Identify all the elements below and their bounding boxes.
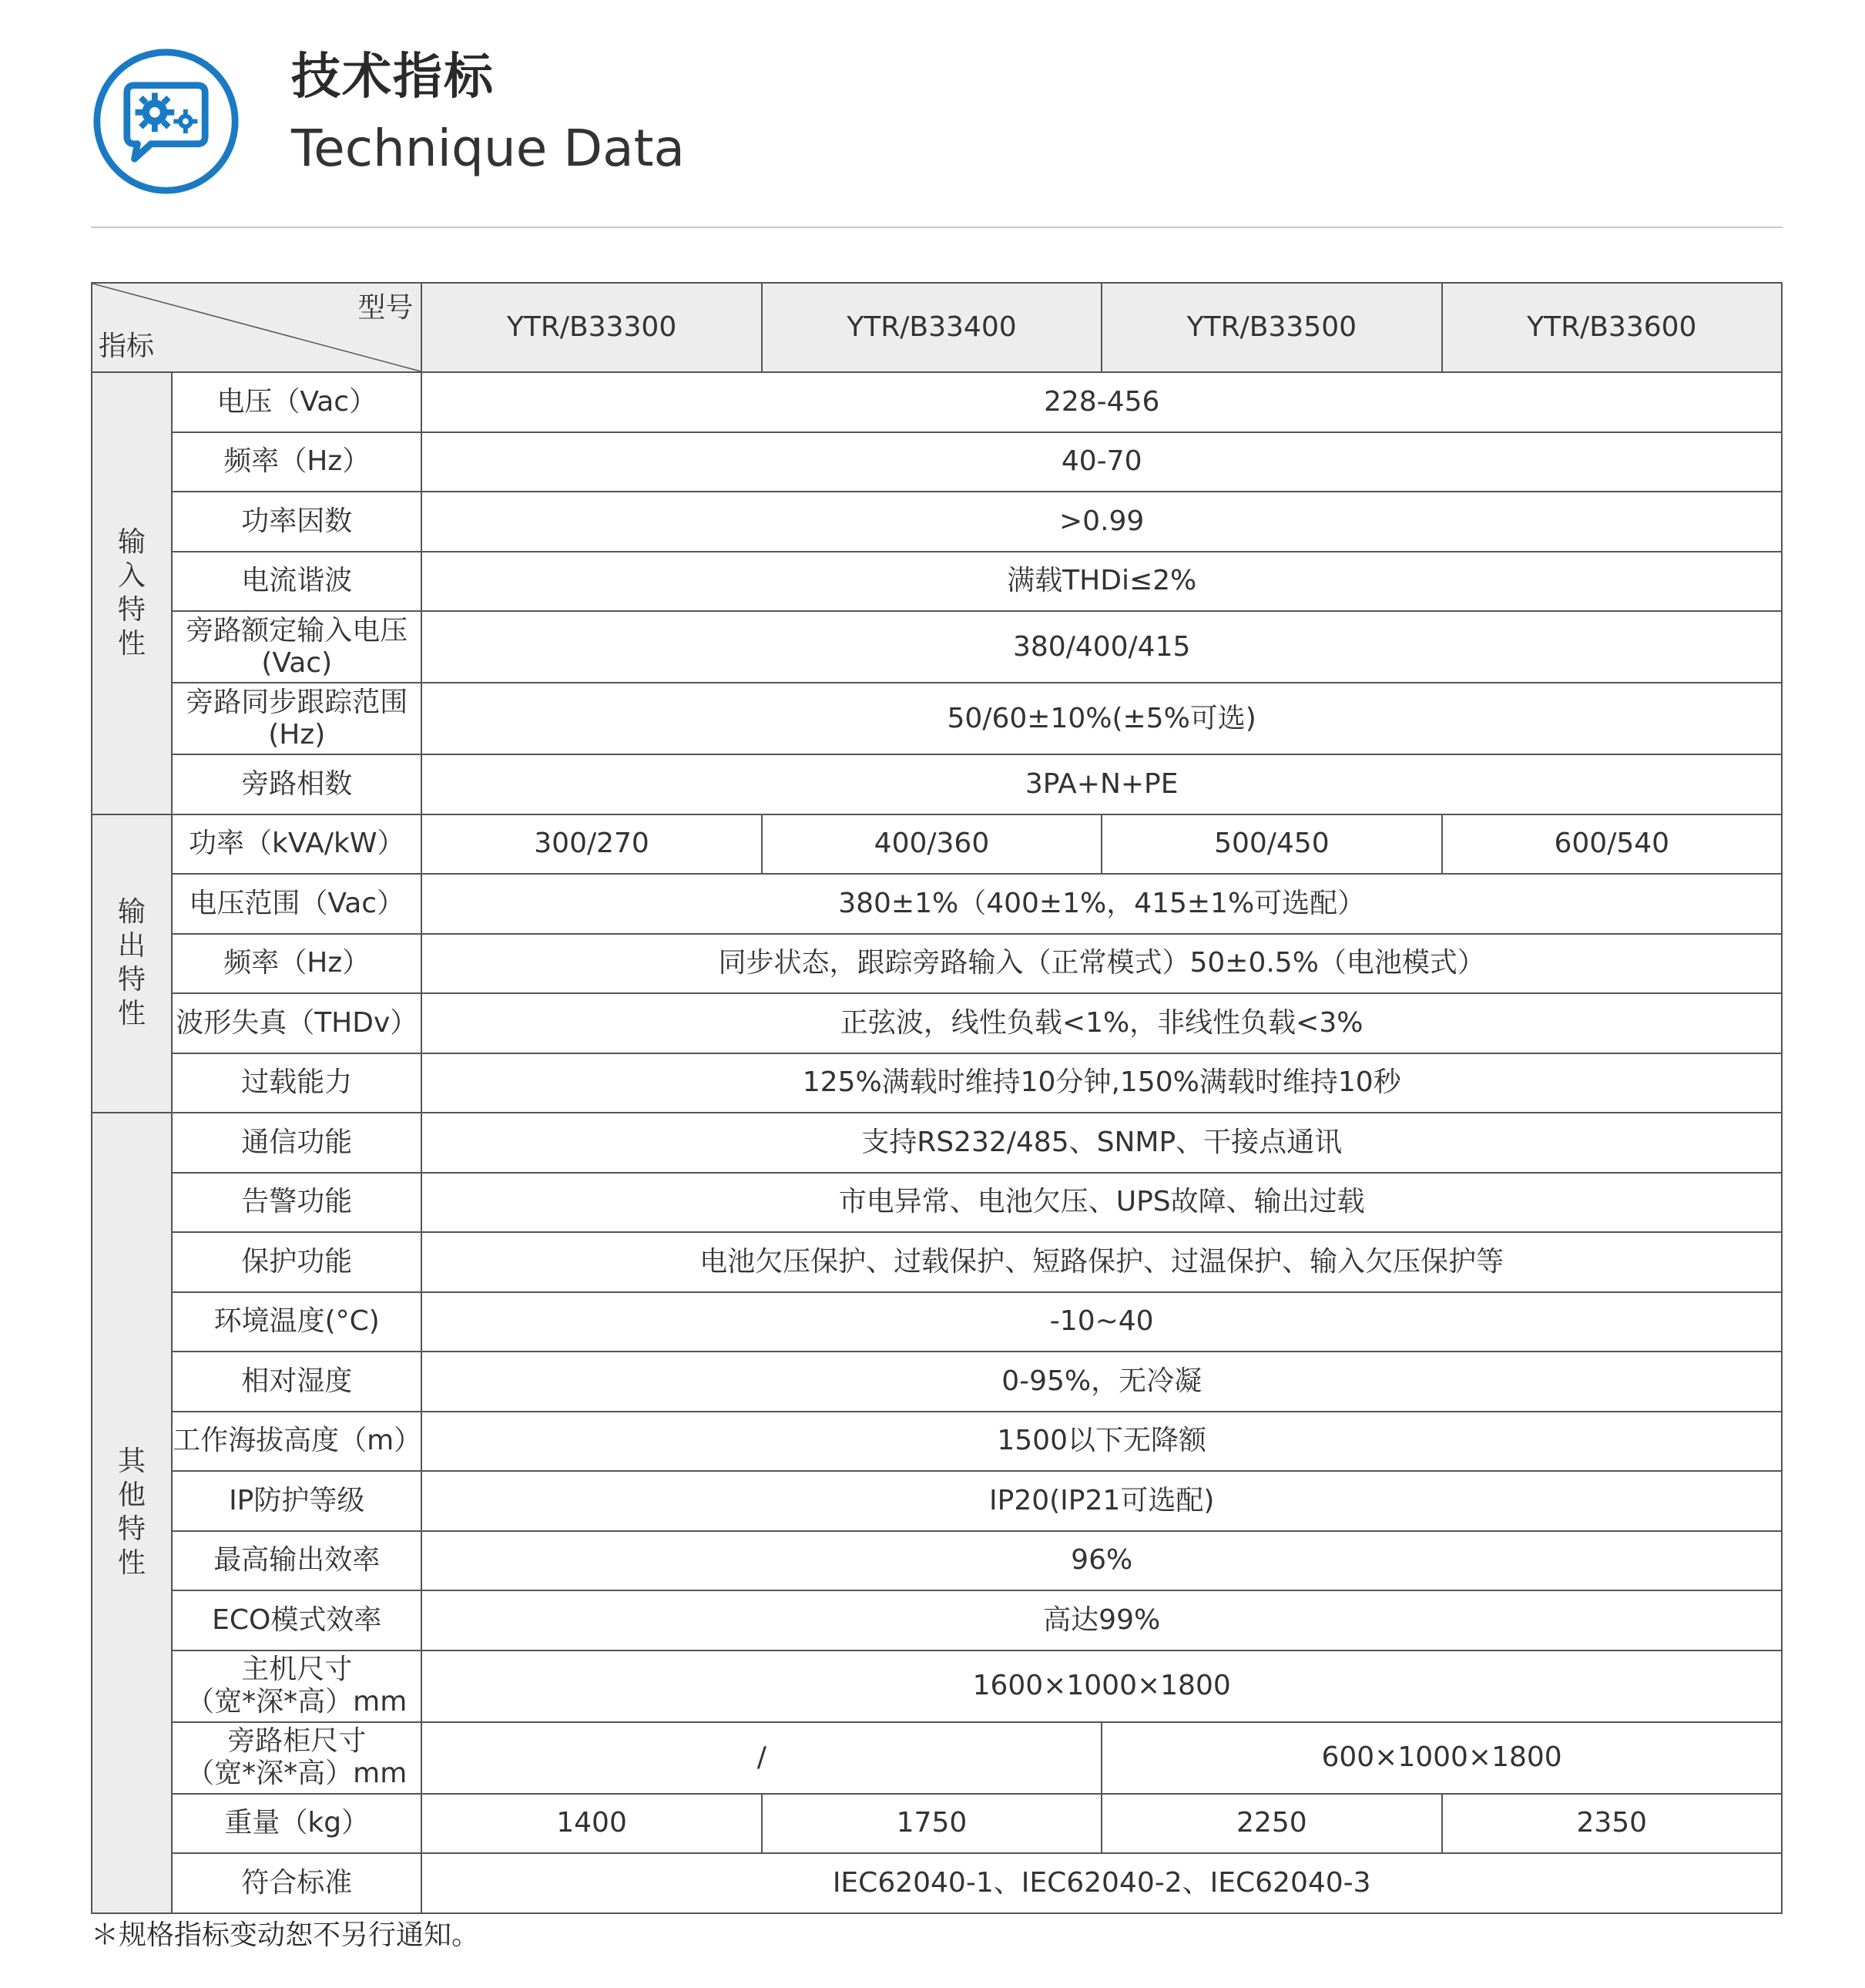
row-value: IP20(IP21可选配)	[421, 1471, 1782, 1531]
table-row	[92, 1113, 1782, 1173]
row-value: 300/270	[421, 814, 761, 875]
row-label: 最高输出效率	[172, 1531, 421, 1591]
table-row	[92, 1651, 1782, 1722]
row-value: 125%满载时维持10分钟,150%满载时维持10秒	[421, 1053, 1782, 1113]
row-label: 频率（Hz）	[172, 934, 421, 994]
header-divider	[91, 227, 1783, 228]
row-value: 40-70	[421, 432, 1782, 492]
row-label: 主机尺寸 （宽*深*高）mm	[172, 1651, 421, 1722]
row-label: 旁路相数	[172, 754, 421, 814]
row-label: 电压（Vac）	[172, 372, 421, 432]
row-value: 500/450	[1102, 814, 1441, 875]
table-row	[92, 372, 1782, 432]
corner-model-label: 型号	[357, 292, 414, 324]
row-label: 旁路额定输入电压 (Vac)	[172, 611, 421, 683]
row-value: 同步状态，跟踪旁路输入（正常模式）50±0.5%（电池模式）	[421, 934, 1782, 994]
table-row	[92, 683, 1782, 754]
row-value: 1400	[421, 1794, 761, 1854]
table-row	[92, 1292, 1782, 1352]
row-value: IEC62040-1、IEC62040-2、IEC62040-3	[421, 1853, 1782, 1913]
row-value: 高达99%	[421, 1590, 1782, 1651]
row-value: 228-456	[421, 372, 1782, 432]
row-value: 600/540	[1442, 814, 1782, 875]
row-value: /	[421, 1722, 1102, 1794]
table-row	[92, 754, 1782, 814]
table-row	[92, 1722, 1782, 1794]
row-value: 600×1000×1800	[1102, 1722, 1782, 1794]
row-value: 正弦波，线性负载<1%，非线性负载<3%	[421, 993, 1782, 1053]
row-value: 0-95%，无冷凝	[421, 1352, 1782, 1412]
row-label: 重量（kg）	[172, 1794, 421, 1854]
table-row	[92, 1232, 1782, 1292]
page-subtitle: Technique Data	[291, 119, 685, 178]
row-value: 380/400/415	[421, 611, 1782, 683]
table-row	[92, 934, 1782, 994]
table-row	[92, 492, 1782, 552]
table-row	[92, 611, 1782, 683]
row-value: 400/360	[762, 814, 1102, 875]
row-label: 保护功能	[172, 1232, 421, 1292]
row-value: 市电异常、电池欠压、UPS故障、输出过载	[421, 1173, 1782, 1233]
table-row	[92, 1853, 1782, 1913]
group-input-label: 输入特性	[92, 372, 172, 814]
spec-table	[91, 282, 1783, 1914]
row-label: 频率（Hz）	[172, 432, 421, 492]
table-row	[92, 1531, 1782, 1591]
row-label: IP防护等级	[172, 1471, 421, 1531]
row-value: 96%	[421, 1531, 1782, 1591]
table-row	[92, 432, 1782, 492]
row-value: 满载THDi≤2%	[421, 552, 1782, 612]
row-label: 告警功能	[172, 1173, 421, 1233]
table-row	[92, 814, 1782, 875]
model-header: YTR/B33300	[421, 283, 761, 372]
footnote: ＊规格指标变动恕不另行通知。	[91, 1919, 480, 1951]
table-row	[92, 874, 1782, 934]
table-row	[92, 1173, 1782, 1233]
table-row	[92, 1471, 1782, 1531]
row-label: 功率（kVA/kW）	[172, 814, 421, 875]
row-value: 支持RS232/485、SNMP、干接点通讯	[421, 1113, 1782, 1173]
table-row	[92, 1053, 1782, 1113]
group-other-label: 其他特性	[92, 1113, 172, 1913]
page-title: 技术指标	[291, 49, 495, 106]
table-row	[92, 1352, 1782, 1412]
model-header: YTR/B33500	[1102, 283, 1441, 372]
table-header-row	[92, 283, 1782, 372]
row-label: 相对湿度	[172, 1352, 421, 1412]
model-header: YTR/B33600	[1442, 283, 1782, 372]
row-value: >0.99	[421, 492, 1782, 552]
row-label: 工作海拔高度（m）	[172, 1412, 421, 1472]
row-label: 旁路柜尺寸 （宽*深*高）mm	[172, 1722, 421, 1794]
row-value: 3PA+N+PE	[421, 754, 1782, 814]
row-value: 1500以下无降额	[421, 1412, 1782, 1472]
row-label: 旁路同步跟踪范围 (Hz)	[172, 683, 421, 754]
row-value: -10~40	[421, 1292, 1782, 1352]
gear-chat-icon	[91, 46, 241, 196]
table-row	[92, 1794, 1782, 1854]
corner-cell	[92, 283, 421, 372]
row-label: 电压范围（Vac）	[172, 874, 421, 934]
row-label: 符合标准	[172, 1853, 421, 1913]
corner-index-label: 指标	[99, 331, 155, 362]
row-label: 通信功能	[172, 1113, 421, 1173]
row-label: 功率因数	[172, 492, 421, 552]
row-value: 50/60±10%(±5%可选)	[421, 683, 1782, 754]
table-row	[92, 1590, 1782, 1651]
row-label: ECO模式效率	[172, 1590, 421, 1651]
row-label: 波形失真（THDv）	[172, 993, 421, 1053]
row-value: 1600×1000×1800	[421, 1651, 1782, 1722]
row-value: 电池欠压保护、过载保护、短路保护、过温保护、输入欠压保护等	[421, 1232, 1782, 1292]
group-output-label: 输出特性	[92, 814, 172, 1113]
row-value: 2350	[1442, 1794, 1782, 1854]
table-row	[92, 993, 1782, 1053]
row-value: 2250	[1102, 1794, 1441, 1854]
table-row	[92, 552, 1782, 612]
row-value: 380±1%（400±1%，415±1%可选配）	[421, 874, 1782, 934]
row-label: 电流谐波	[172, 552, 421, 612]
row-label: 环境温度(°C)	[172, 1292, 421, 1352]
table-row	[92, 1412, 1782, 1472]
model-header: YTR/B33400	[762, 283, 1102, 372]
row-label: 过载能力	[172, 1053, 421, 1113]
row-value: 1750	[762, 1794, 1102, 1854]
